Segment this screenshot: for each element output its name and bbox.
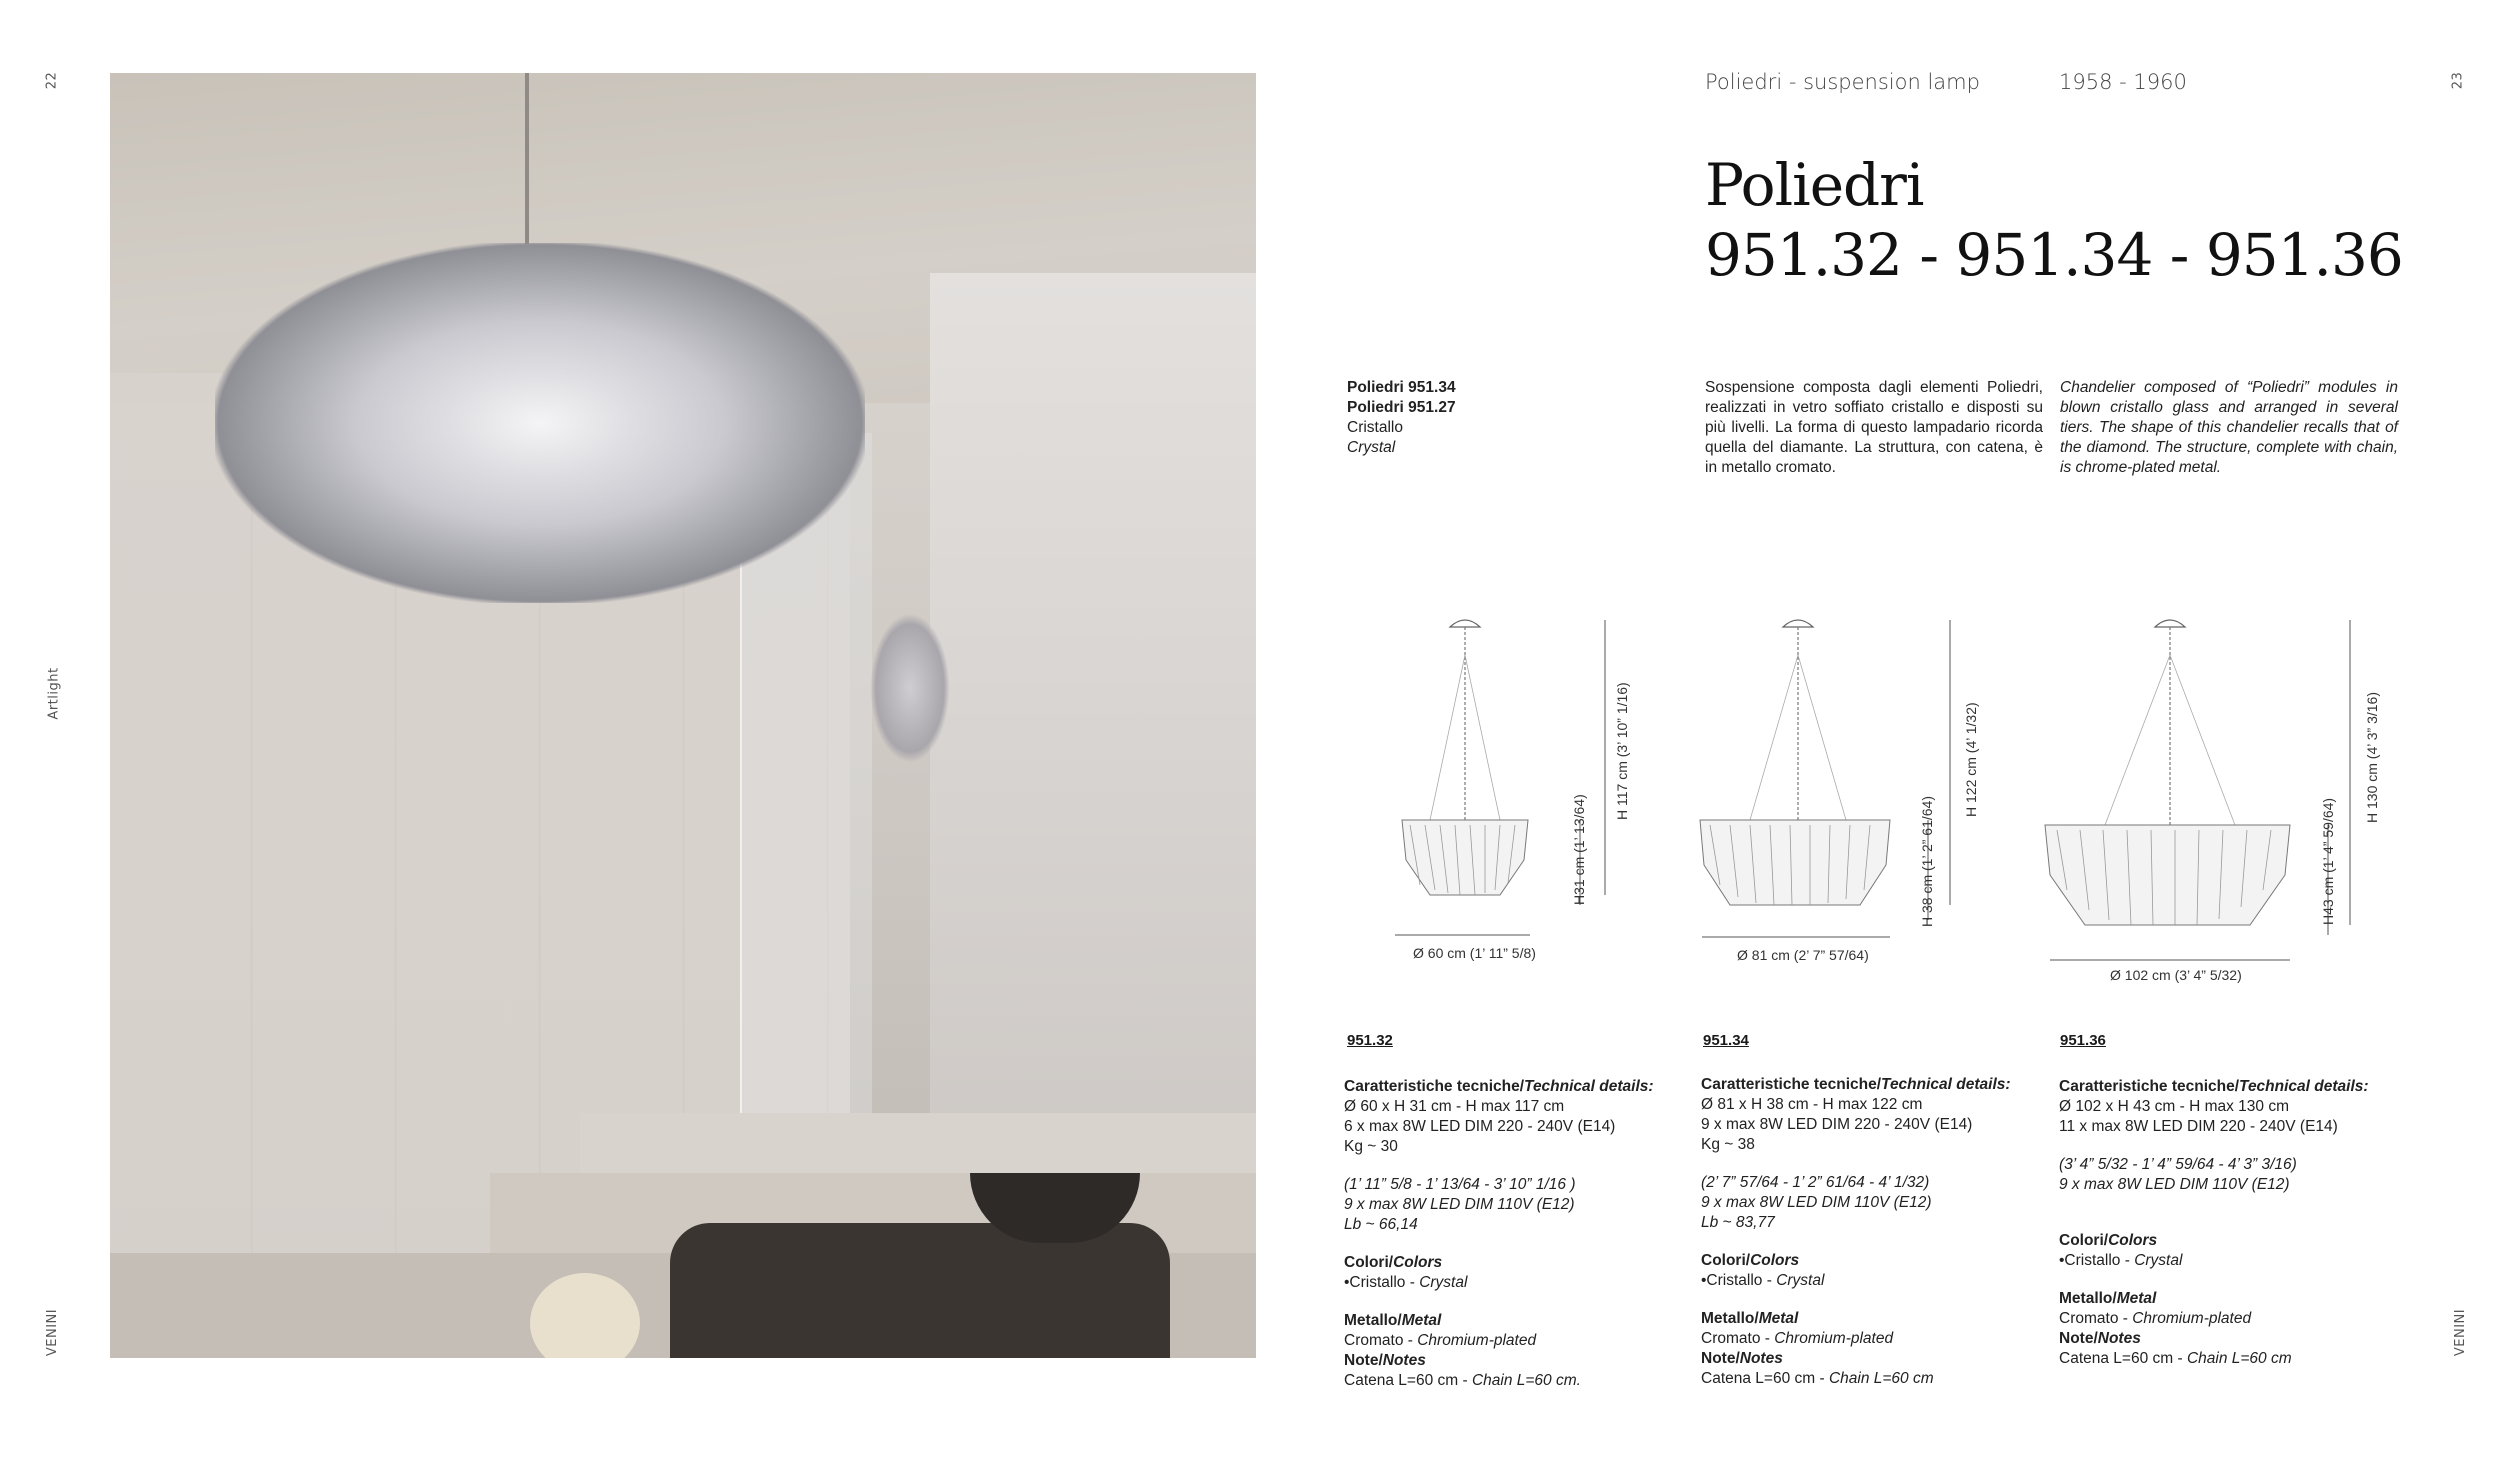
drawing-2-diameter: Ø 81 cm (2’ 7” 57/64) (1737, 947, 1869, 963)
metal-value: Cromato - (2059, 1310, 2133, 1327)
tech-title-en: Technical details: (1881, 1076, 2011, 1093)
photo-caption (1347, 378, 1456, 458)
caption-line-3: Cristallo (1347, 419, 1403, 436)
header-subtitle: Poliedri - suspension lamp (1705, 70, 1980, 94)
spec-imperial-dims: (3’ 4” 5/32 - 1’ 4” 59/64 - 4’ 3” 3/16) (2059, 1156, 2297, 1173)
tech-title: Caratteristiche tecniche/ (2059, 1078, 2240, 1095)
notes-value-en: Chain L=60 cm (2186, 1350, 2292, 1367)
drawing-3-diameter: Ø 102 cm (3’ 4” 5/32) (2110, 967, 2242, 983)
title-line-2: 951.32 - 951.34 - 951.36 (1705, 221, 2403, 289)
metal-label-en: Metal (1401, 1312, 1442, 1329)
interior-photo (110, 73, 1256, 1358)
spec-weight: Kg ~ 30 (1344, 1138, 1398, 1155)
spec-weight: Kg ~ 38 (1701, 1136, 1755, 1153)
notes-value: Catena L=60 cm - (1701, 1370, 1829, 1387)
notes-value: Catena L=60 cm - (2059, 1350, 2187, 1367)
header-years: 1958 - 1960 (2059, 70, 2187, 94)
tech-title: Caratteristiche tecniche/ (1701, 1076, 1882, 1093)
description-italian: Sospensione composta dagli elementi Poliedri, realizzati in vetro soffiato cristallo e disposti su più livelli. La forma di questo lampadario ricorda quella del diamante. La struttura, con catena, è in metallo cromato. (1705, 379, 2043, 476)
color-value: •Cristallo - (2059, 1252, 2135, 1269)
page-number-right: 23 (2450, 71, 2466, 90)
notes-value-en: Chain L=60 cm. (1471, 1372, 1581, 1389)
model-code-951-32: 951.32 (1347, 1032, 1393, 1049)
colors-label-en: Colors (2108, 1232, 2158, 1249)
sconce-image (870, 613, 950, 763)
spec-dims: Ø 102 x H 43 cm - H max 130 cm (2059, 1098, 2289, 1115)
colors-label: Colori/ (1344, 1254, 1394, 1271)
spec-bulbs: 6 x max 8W LED DIM 220 - 240V (E14) (1344, 1118, 1616, 1135)
colors-label-en: Colors (1750, 1252, 1800, 1269)
drawing-3-height-max: H 130 cm (4’ 3” 3/16) (2364, 692, 2380, 823)
notes-label: Note/ (2059, 1330, 2098, 1347)
metal-value-en: Chromium-plated (2132, 1310, 2252, 1327)
spec-imperial-bulbs: 9 x max 8W LED DIM 110V (E12) (1701, 1194, 1932, 1211)
page-title (1705, 150, 2403, 290)
notes-label: Note/ (1344, 1352, 1383, 1369)
metal-value-en: Chromium-plated (1417, 1332, 1537, 1349)
drawing-1-height-max: H 117 cm (3’ 10” 1/16) (1614, 682, 1630, 820)
metal-value: Cromato - (1701, 1330, 1775, 1347)
spec-dims: Ø 60 x H 31 cm - H max 117 cm (1344, 1098, 1565, 1115)
notes-label-en: Notes (1739, 1350, 1783, 1367)
spec-bulbs: 9 x max 8W LED DIM 220 - 240V (E14) (1701, 1116, 1973, 1133)
metal-label: Metallo/ (1344, 1312, 1402, 1329)
spec-951-32 (1344, 1077, 1674, 1391)
drawing-2-height: H 38 cm (1’ 2” 61/64) (1919, 796, 1935, 927)
chandelier-image (215, 243, 865, 603)
color-value-en: Crystal (1776, 1272, 1825, 1289)
spec-951-34 (1701, 1075, 2031, 1389)
drawing-951-32 (1390, 615, 1650, 945)
metal-label: Metallo/ (2059, 1290, 2117, 1307)
spec-imperial-weight: Lb ~ 66,14 (1344, 1216, 1418, 1233)
model-code-951-36: 951.36 (2060, 1032, 2106, 1049)
spec-bulbs: 11 x max 8W LED DIM 220 - 240V (E14) (2059, 1118, 2338, 1135)
page-number-left: 22 (44, 71, 60, 90)
metal-label: Metallo/ (1701, 1310, 1759, 1327)
metal-label-en: Metal (2116, 1290, 2157, 1307)
side-label: Artlight (46, 667, 62, 720)
spec-imperial-bulbs: 9 x max 8W LED DIM 110V (E12) (1344, 1196, 1575, 1213)
color-value: •Cristallo - (1701, 1272, 1777, 1289)
caption-line-4: Crystal (1347, 439, 1396, 456)
brand-left: VENINI (45, 1308, 61, 1357)
spec-imperial-weight: Lb ~ 83,77 (1701, 1214, 1775, 1231)
drawing-951-34 (1700, 615, 1980, 955)
colors-label-en: Colors (1393, 1254, 1443, 1271)
brand-right: VENINI (2453, 1308, 2469, 1357)
spec-imperial-bulbs: 9 x max 8W LED DIM 110V (E12) (2059, 1176, 2290, 1193)
color-value-en: Crystal (2134, 1252, 2183, 1269)
metal-value: Cromato - (1344, 1332, 1418, 1349)
drawing-2-height-max: H 122 cm (4’ 1/32) (1963, 702, 1979, 817)
notes-value-en: Chain L=60 cm (1828, 1370, 1934, 1387)
drawing-1-height: H31 cm (1’ 13/64) (1571, 794, 1587, 905)
color-value-en: Crystal (1419, 1274, 1468, 1291)
spec-dims: Ø 81 x H 38 cm - H max 122 cm (1701, 1096, 1923, 1113)
spec-imperial-dims: (2’ 7” 57/64 - 1’ 2” 61/64 - 4’ 1/32) (1701, 1174, 1930, 1191)
tech-title-en: Technical details: (1524, 1078, 1654, 1095)
drawing-1-diameter: Ø 60 cm (1’ 11” 5/8) (1413, 945, 1536, 961)
tech-title-en: Technical details: (2239, 1078, 2369, 1095)
model-code-951-34: 951.34 (1703, 1032, 1749, 1049)
spec-951-36 (2059, 1077, 2389, 1369)
drawing-3-height: H43 cm (1’ 4” 59/64) (2320, 797, 2336, 925)
metal-label-en: Metal (1758, 1310, 1799, 1327)
color-value: •Cristallo - (1344, 1274, 1420, 1291)
notes-label-en: Notes (2097, 1330, 2141, 1347)
title-line-1: Poliedri (1705, 151, 1924, 219)
notes-value: Catena L=60 cm - (1344, 1372, 1472, 1389)
tech-title: Caratteristiche tecniche/ (1344, 1078, 1525, 1095)
spec-imperial-dims: (1’ 11” 5/8 - 1’ 13/64 - 3’ 10” 1/16 ) (1344, 1176, 1576, 1193)
colors-label: Colori/ (1701, 1252, 1751, 1269)
description-english: Chandelier composed of “Poliedri” modules in blown cristallo glass and arranged in several tiers. The shape of this chandelier recalls that of the diamond. The structure, complete with chain, is chrome-plated metal. (2060, 379, 2398, 476)
caption-line-2: Poliedri 951.27 (1347, 399, 1456, 416)
colors-label: Colori/ (2059, 1232, 2109, 1249)
metal-value-en: Chromium-plated (1774, 1330, 1894, 1347)
notes-label: Note/ (1701, 1350, 1740, 1367)
notes-label-en: Notes (1382, 1352, 1426, 1369)
caption-line-1: Poliedri 951.34 (1347, 379, 1456, 396)
